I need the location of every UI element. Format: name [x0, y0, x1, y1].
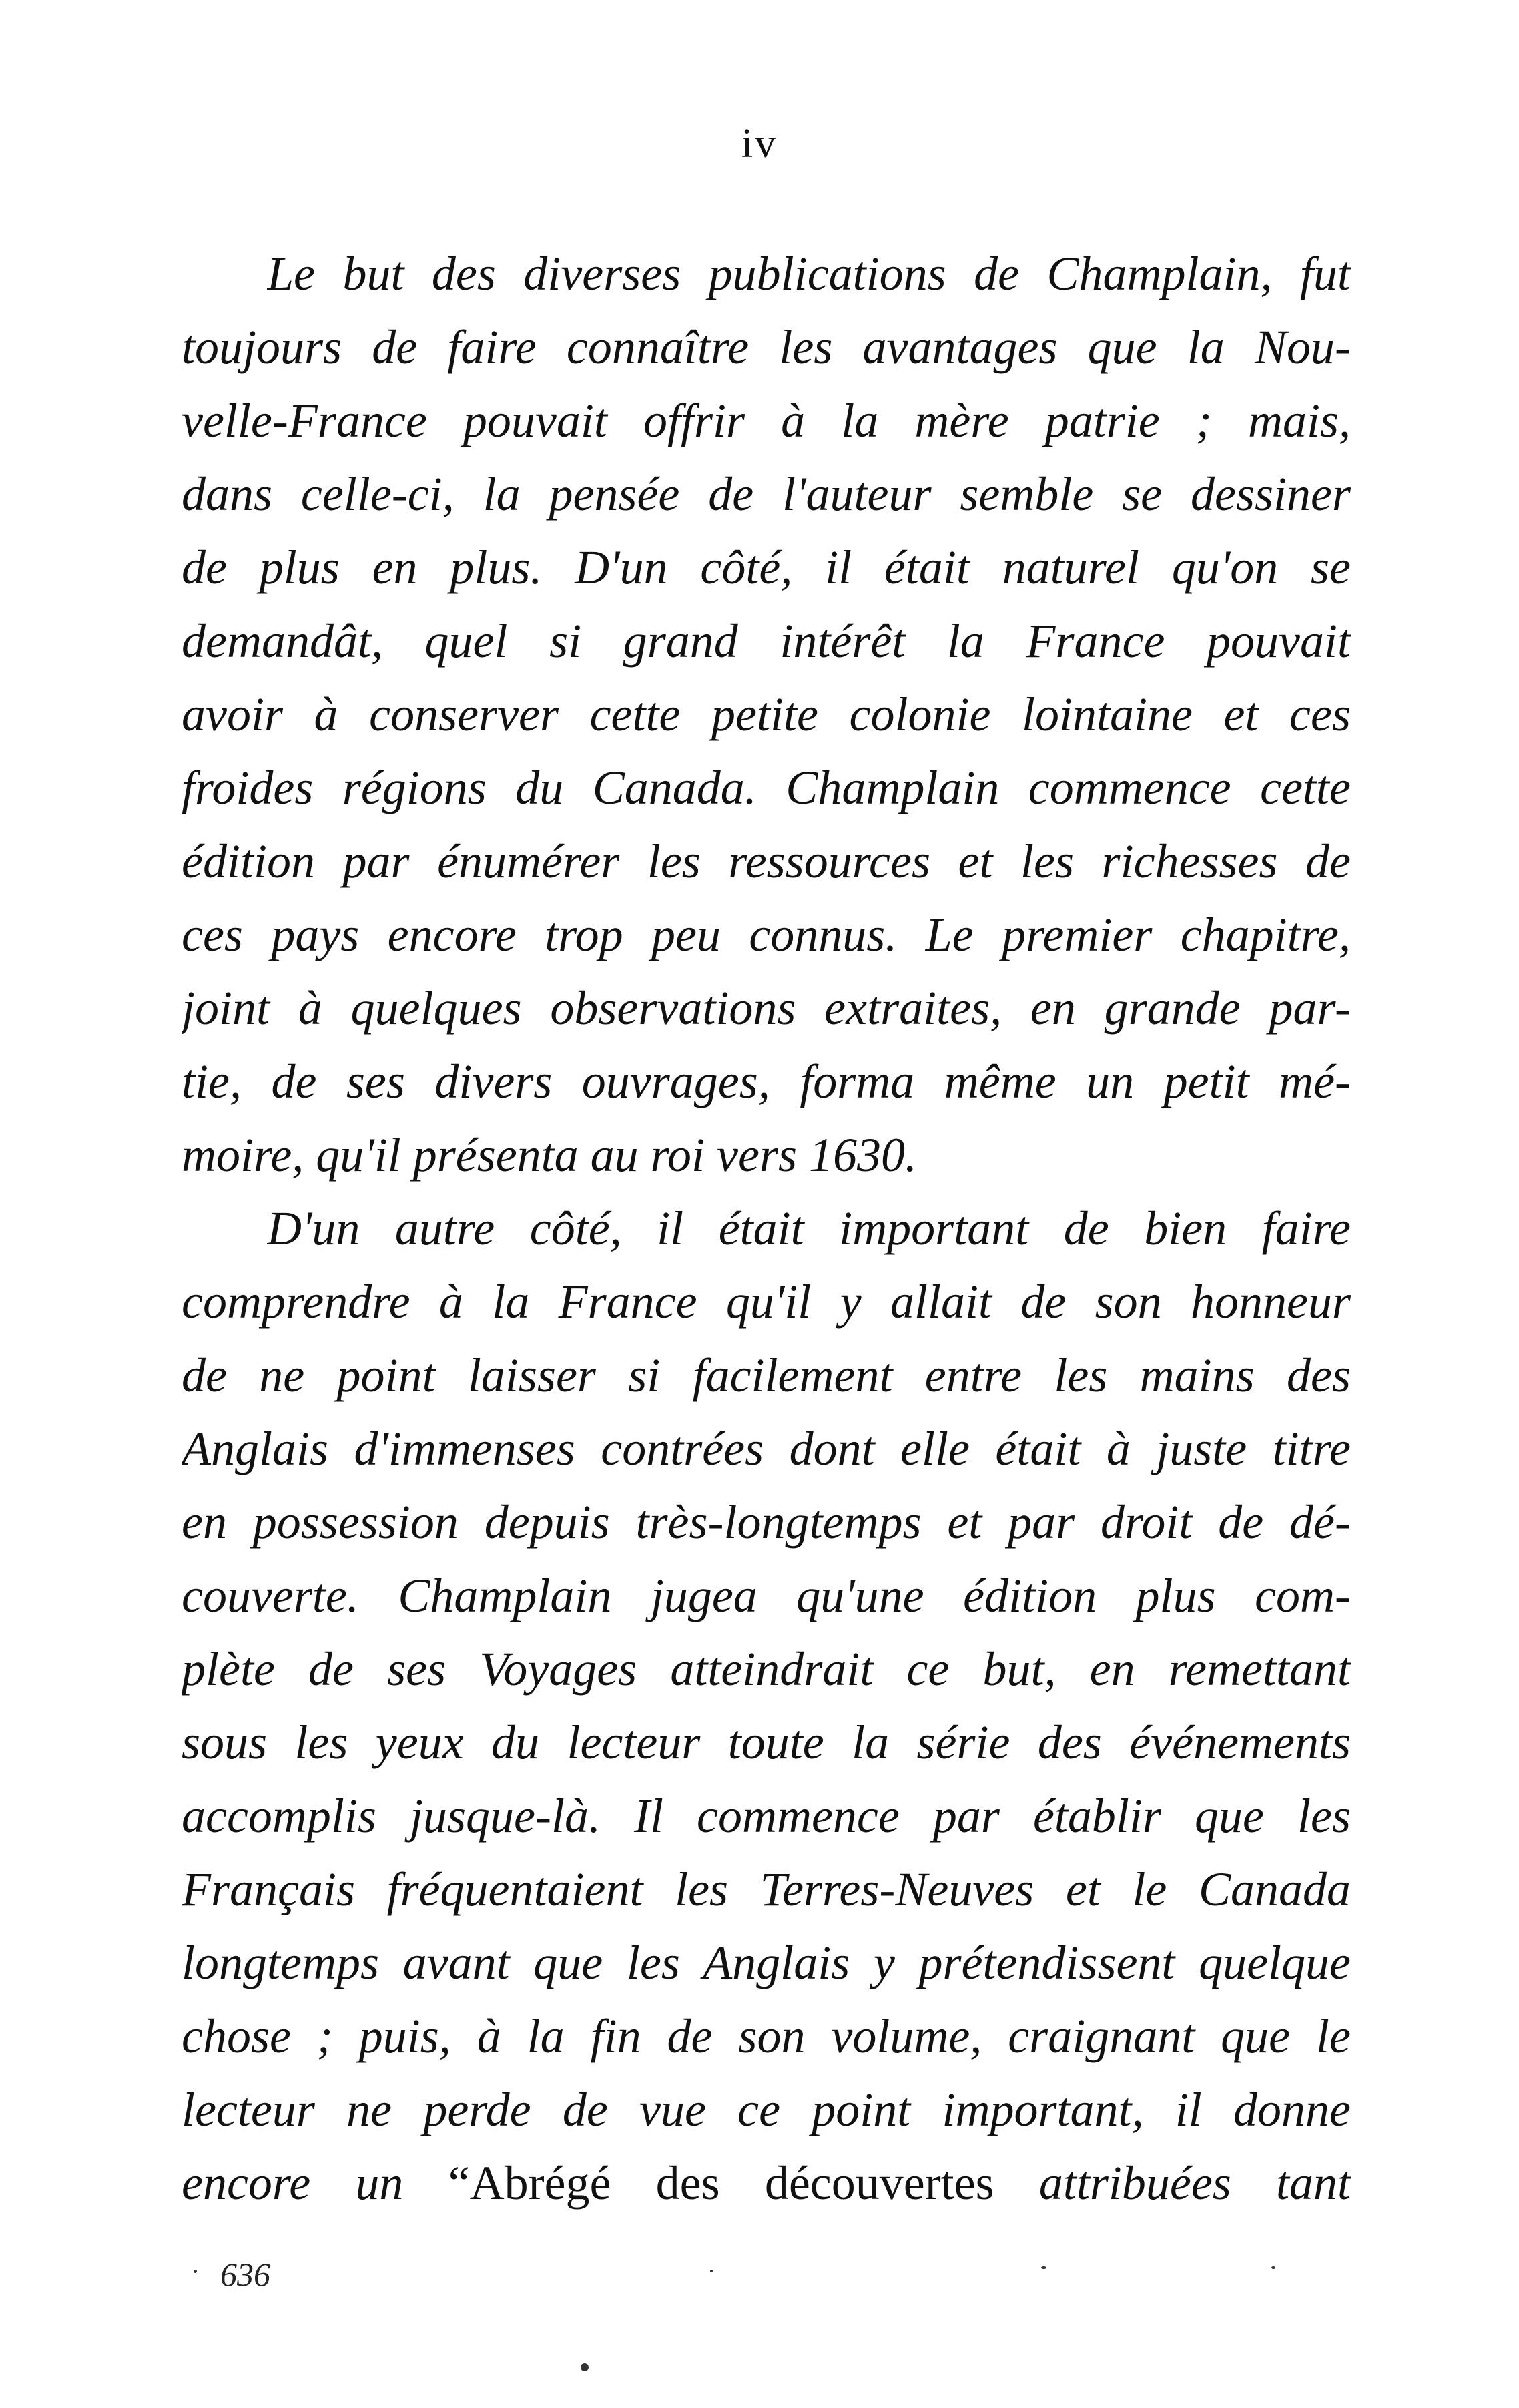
text-line: plète de ses Voyages atteindrait ce but, en remettant: [182, 1642, 1351, 1696]
text-line: avoir à conserver cette petite colonie lointaine et ces: [182, 688, 1351, 741]
text-line: comprendre à la France qu'il y allait de son honneur: [182, 1275, 1351, 1329]
text-line: D'un autre côté, il était important de bien faire: [267, 1202, 1351, 1255]
text-line: velle-France pouvait offrir à la mère patrie ; mais,: [182, 394, 1351, 447]
text-line: accomplis jusque-là. Il commence par établir que les: [182, 1789, 1351, 1843]
text-line: Français fréquentaient les Terres-Neuves et le Canada: [182, 1863, 1351, 1916]
print-speck: [581, 2363, 589, 2371]
text-line: de ne point laisser si facilement entre les mains des: [182, 1349, 1351, 1402]
text-line: en possession depuis très-longtemps et par droit de dé-: [182, 1495, 1351, 1549]
text-fragment: attribuées tant: [1038, 2156, 1351, 2210]
text-line: tie, de ses divers ouvrages, forma même un petit mé-: [182, 1055, 1351, 1108]
text-fragment: encore un: [182, 2156, 404, 2210]
print-speck: [1041, 2266, 1046, 2269]
text-line: de plus en plus. D'un côté, il était naturel qu'on se: [182, 541, 1351, 594]
text-line: longtemps avant que les Anglais y prétendissent quelque: [182, 1936, 1351, 1989]
text-line: dans celle-ci, la pensée de l'auteur semble se dessiner: [182, 467, 1351, 521]
text-line: Le but des diverses publications de Champlain, fut: [267, 247, 1351, 300]
text-line: moire, qu'il présenta au roi vers 1630.: [182, 1128, 917, 1182]
print-speck: [1271, 2266, 1275, 2269]
text-fragment-upright: “Abrégé des découvertes: [448, 2156, 994, 2210]
page-number: iv: [741, 121, 778, 166]
text-line: demandât, quel si grand intérêt la France pouvait: [182, 614, 1351, 668]
text-line: joint à quelques observations extraites, en grande par-: [182, 981, 1351, 1035]
text-line-last: [182, 2146, 1351, 2220]
text-line: lecteur ne perde de vue ce point important, il donne: [182, 2083, 1351, 2136]
text-line: Anglais d'immenses contrées dont elle était à juste titre: [182, 1422, 1351, 1475]
text-line: chose ; puis, à la fin de son volume, craignant que le: [182, 2009, 1351, 2063]
text-line: édition par énumérer les ressources et les richesses de: [182, 834, 1351, 888]
text-line: froides régions du Canada. Champlain commence cette: [182, 761, 1351, 814]
text-line: ces pays encore trop peu connus. Le premier chapitre,: [182, 908, 1351, 961]
print-speck: [194, 2270, 197, 2273]
text-line: couverte. Champlain jugea qu'une édition plus com-: [182, 1569, 1351, 1622]
print-speck: [710, 2270, 713, 2272]
text-line: toujours de faire connaître les avantages que la Nou-: [182, 320, 1351, 374]
text-line: sous les yeux du lecteur toute la série des événements: [182, 1716, 1351, 1769]
signature-mark: 636: [220, 2256, 270, 2293]
